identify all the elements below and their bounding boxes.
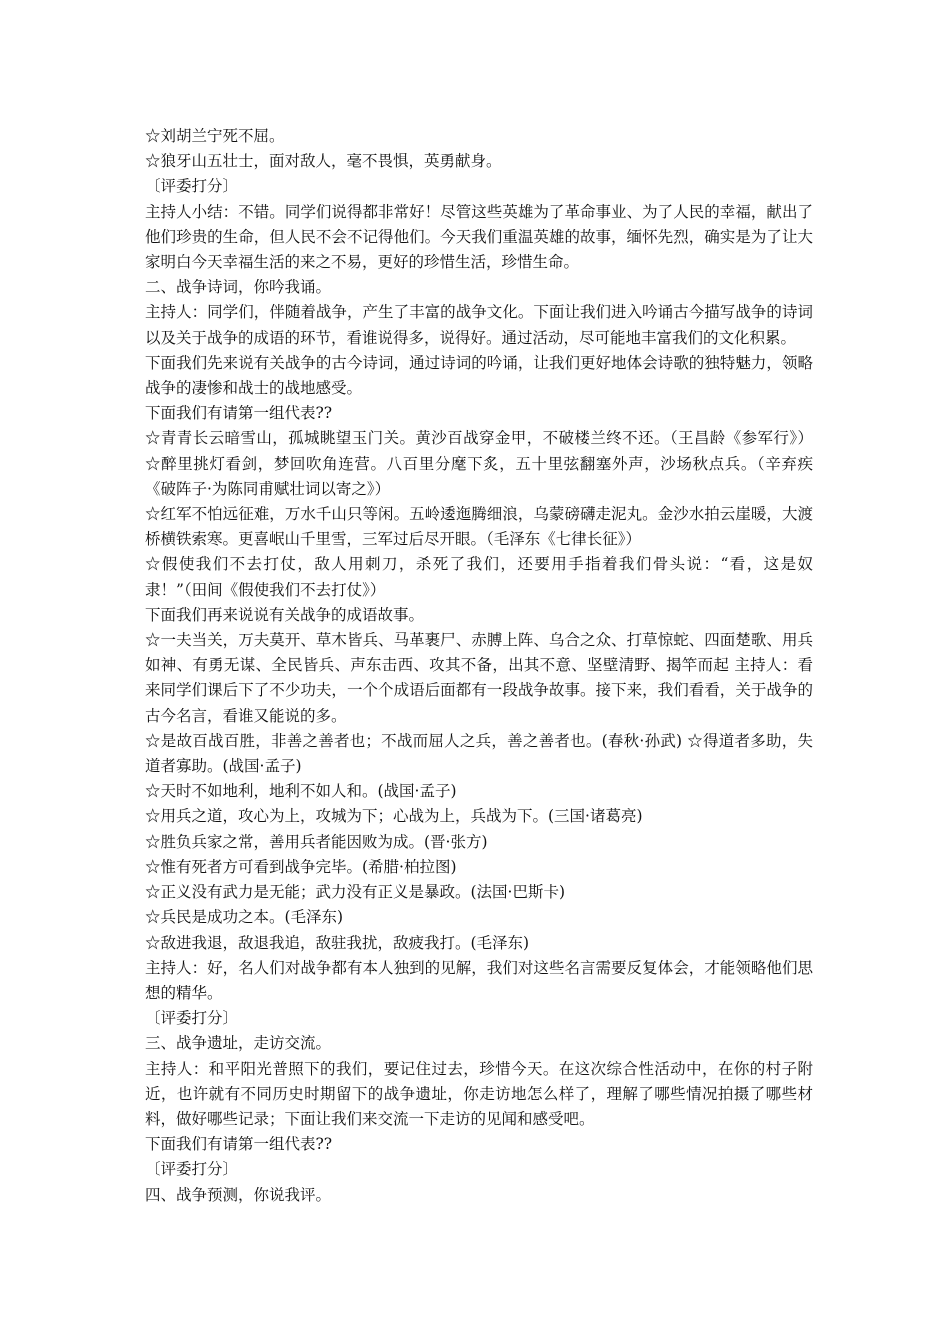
paragraph-quote-sunwu-mencius: ☆是故百战百胜，非善之善者也；不战而屈人之兵，善之善者也。(春秋·孙武) ☆得道者多助，失道者寡助。(战国·孟子) <box>145 731 813 776</box>
paragraph-host-sites: 主持人：和平阳光普照下的我们，要记住过去，珍惜今天。在这次综合性活动中，在你的村子附近，也许就有不同历史时期留下的战争遗址，你走访地怎么样了，理解了哪些情况拍摄了哪些材料，做好哪些记录；下面让我们来交流一下走访的见闻和感受吧。 <box>145 1059 813 1128</box>
paragraph-langya-five: ☆狼牙山五壮士，面对敌人，毫不畏惧，英勇献身。 <box>145 152 502 171</box>
paragraph-liu-hulan: ☆刘胡兰宁死不屈。 <box>145 127 285 145</box>
paragraph-quote-pascal: ☆正义没有武力是无能；武力没有正义是暴政。(法国·巴斯卡) <box>145 883 566 902</box>
paragraph-poems-intro: 下面我们先来说有关战争的古今诗词，通过诗词的吟诵，让我们更好地体会诗歌的独特魅力，领略战争的凄惨和战士的战地感受。 <box>145 353 813 398</box>
paragraph-quote-mencius: ☆天时不如地利，地利不如人和。(战国·孟子) <box>145 782 457 801</box>
paragraph-quote-zhuge: ☆用兵之道，攻心为上，攻城为下；心战为上，兵战为下。(三国·诸葛亮) <box>145 807 643 826</box>
section-heading-2: 二、战争诗词，你吟我诵。 <box>145 278 332 297</box>
paragraph-judge-score-2: 〔评委打分〕 <box>145 1009 239 1028</box>
paragraph-quote-plato: ☆惟有死者方可看到战争完毕。(希腊·柏拉图) <box>145 857 457 876</box>
paragraph-poem-wang-xin: ☆青青长云暗雪山，孤城眺望玉门关。黄沙百战穿金甲，不破楼兰终不还。（王昌龄《参军行》） ☆醉里挑灯看剑，梦回吹角连营。八百里分麾下炙，五十里弦翻塞外声，沙场秋点兵。（辛弃疾《破阵子·为陈同甫赋壮词以寄之》） <box>145 429 813 498</box>
paragraph-host-intro-poems: 主持人：同学们，伴随着战争，产生了丰富的战争文化。下面让我们进入吟诵古今描写战争的诗词以及关于战争的成语的环节，看谁说得多，说得好。通过活动，尽可能地丰富我们的文化积累。 <box>145 303 813 347</box>
document-body <box>145 124 813 1208</box>
paragraph-invite-group-1: 下面我们有请第一组代表?? <box>145 404 333 423</box>
paragraph-poem-mao: ☆红军不怕远征难，万水千山只等闲。五岭逶迤腾细浪，乌蒙磅礴走泥丸。金沙水拍云崖暖，大渡桥横铁索寒。更喜岷山千里雪，三军过后尽开眼。（毛泽东《七律长征》） <box>145 505 813 549</box>
paragraph-host-quotes-summary: 主持人：好，名人们对战争都有本人独到的见解，我们对这些名言需要反复体会，才能领略他们思想的精华。 <box>145 958 813 1002</box>
paragraph-idioms-list: ☆一夫当关，万夫莫开、草木皆兵、马革裹尸、赤膊上阵、乌合之众、打草惊蛇、四面楚歌、用兵如神、有勇无谋、全民皆兵、声东击西、攻其不备，出其不意、坚壁清野、揭竿而起 主持人：看来同学们课后下了不少功夫，一个个成语后面都有一段战争故事。接下来，我们看看，关于战争的古今名言，看谁又能说的多。 <box>145 631 813 725</box>
section-heading-4: 四、战争预测，你说我评。 <box>145 1185 332 1204</box>
paragraph-judge-score-3: 〔评委打分〕 <box>145 1160 239 1179</box>
paragraph-judge-score-1: 〔评委打分〕 <box>145 177 239 196</box>
paragraph-poem-tian-jian: ☆假使我们不去打仗，敌人用刺刀，杀死了我们，还要用手指着我们骨头说：“看，这是奴隶！”（田间《假使我们不去打仗》） <box>145 555 813 599</box>
paragraph-quote-zhangfang: ☆胜负兵家之常，善用兵者能因败为成。(晋·张方) <box>145 832 488 851</box>
paragraph-host-summary: 主持人小结：不错。同学们说得都非常好！尽管这些英雄为了革命事业、为了人民的幸福，献出了他们珍贵的生命，但人民不会不记得他们。今天我们重温英雄的故事，缅怀先烈，确实是为了让大家明白今天幸福生活的来之不易，更好的珍惜生活，珍惜生命。 <box>145 202 813 272</box>
paragraph-quote-mao-2: ☆敌进我退，敌退我追，敌驻我扰，敌疲我打。(毛泽东) <box>145 933 530 952</box>
paragraph-invite-group-1-again: 下面我们有请第一组代表?? <box>145 1135 333 1154</box>
paragraph-idioms-intro: 下面我们再来说说有关战争的成语故事。 <box>145 605 425 624</box>
paragraph-quote-mao-1: ☆兵民是成功之本。(毛泽东) <box>145 908 344 927</box>
section-heading-3: 三、战争遗址，走访交流。 <box>145 1034 332 1053</box>
